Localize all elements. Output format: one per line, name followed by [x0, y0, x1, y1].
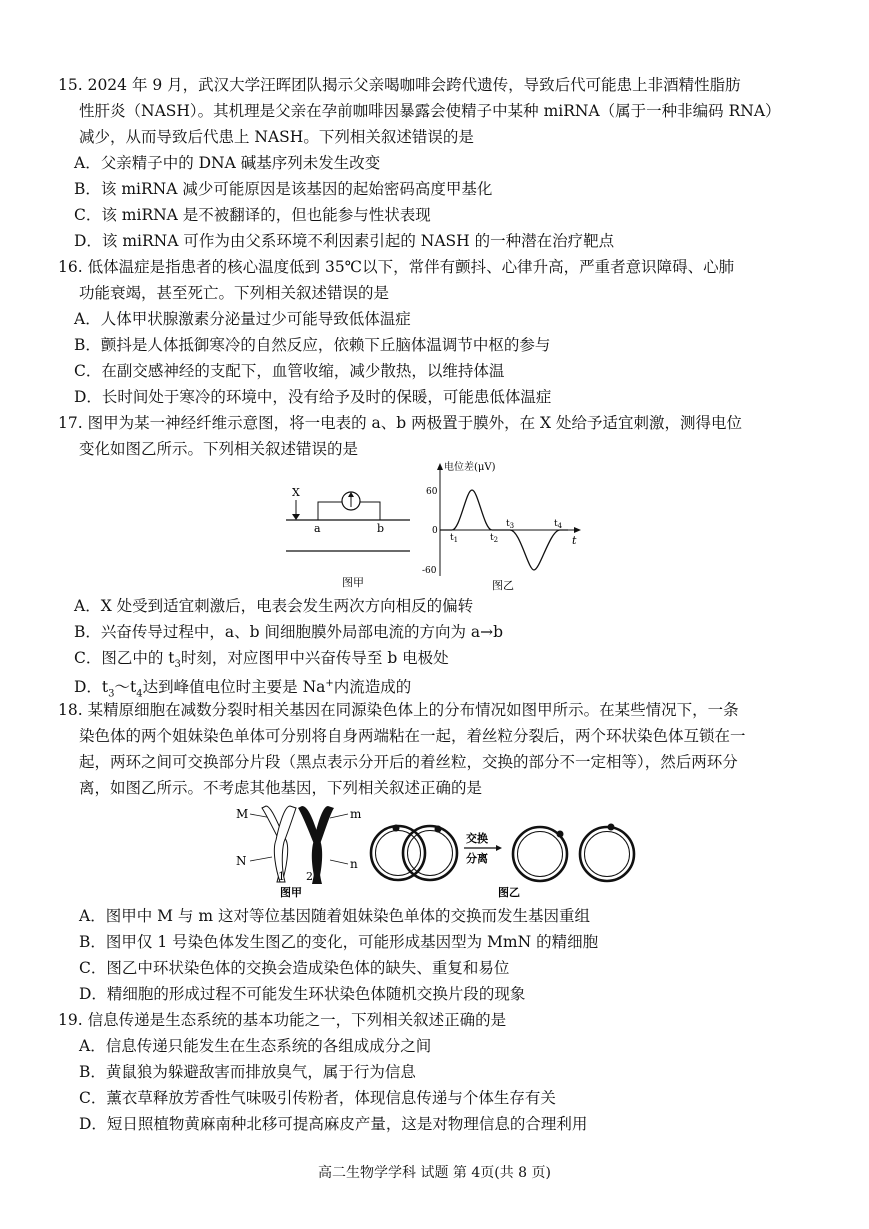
q16-option-d: D．长时间处于寒冷的环境中，没有给予及时的保暖，可能患低体温症 — [74, 388, 552, 406]
gene-m-label: m — [350, 807, 362, 821]
process-arrowhead — [496, 845, 502, 851]
arrow-label-exchange: 交换 — [466, 832, 488, 845]
q19-option-b: B．黄鼠狼为躲避敌害而排放臭气，属于行为信息 — [79, 1063, 416, 1081]
electrode-b-label: b — [377, 522, 385, 535]
figure-a-caption: 图甲 — [280, 886, 302, 899]
q17-option-b: B．兴奋传导过程中，a、b 间细胞膜外局部电流的方向为 a→b — [74, 623, 504, 641]
gene-N-label: N — [236, 854, 247, 868]
chromosome-1-label: 1 — [278, 870, 285, 883]
q17-option-a: A．X 处受到适宜刺激后，电表会发生两次方向相反的偏转 — [74, 597, 474, 615]
x-axis-arrowhead — [574, 527, 581, 533]
figure-b-caption: 图乙 — [498, 886, 520, 899]
y-tick-60: 60 — [426, 487, 438, 497]
q15-stem-line2: 性肝炎（NASH）。其机理是父亲在孕前咖啡因暴露会使精子中某种 miRNA（属于一种非编码 RNA） — [79, 102, 781, 120]
q17-stem-line2: 变化如图乙所示。下列相关叙述错误的是 — [79, 440, 359, 458]
q16-stem-line1: 16. 低体温症是指患者的核心温度低到 35℃以下，常伴有颤抖、心律升高，严重者意识障碍、心肺 — [58, 258, 735, 276]
q15-option-a: A．父亲精子中的 DNA 碱基序列未发生改变 — [74, 154, 381, 172]
q17-option-d: D．$t_3\sim t_4$达到峰值电位时主要是 Na+内流造成的 — [74, 678, 412, 700]
q16-option-a: A．人体甲状腺激素分泌量过少可能导致低体温症 — [74, 310, 411, 328]
q18-stem-line4: 离，如图乙所示。不考虑其他基因，下列相关叙述正确的是 — [79, 779, 483, 797]
q17-figure-b-chart — [418, 458, 588, 592]
page-footer: 高二生物学学科 试题 第 4页(共 8 页) — [318, 1165, 551, 1181]
q15-stem-line3: 减少，从而导致后代患上 NASH。下列相关叙述错误的是 — [79, 128, 474, 146]
centromere-dot — [435, 826, 442, 833]
q15-stem-line1: 15. 2024 年 9 月，武汉大学汪晖团队揭示父亲喝咖啡会跨代遗传，导致后代可能患上非酒精性脂肪 — [58, 76, 741, 94]
electrode-b-wire — [360, 502, 380, 520]
q15-option-c: C．该 miRNA 是不被翻译的，但也能参与性状表现 — [74, 206, 431, 224]
q18-stem-line3: 起，两环之间可交换部分片段（黑点表示分开后的着丝粒，交换的部分不一定相等），然后两环分 — [79, 753, 738, 771]
q18-stem-line2: 染色体的两个姐妹染色单体可分别将自身两端粘在一起，着丝粒分裂后，两个环状染色体互锁在一 — [79, 727, 746, 745]
figure-a-caption: 图甲 — [342, 576, 364, 589]
interlocked-rings — [371, 825, 457, 881]
t1-label: $t_1$ — [450, 533, 459, 544]
stimulus-arrowhead — [292, 514, 300, 520]
stimulus-x-label: X — [292, 486, 300, 499]
q17-stem-line1: 17. 图甲为某一神经纤维示意图，将一电表的 a、b 两极置于膜外，在 X 处给予适宜刺激，测得电位 — [58, 414, 742, 432]
centromere-dot — [393, 825, 400, 832]
q15-option-b: B．该 miRNA 减少可能原因是该基因的起始密码高度甲基化 — [74, 180, 493, 198]
electrode-a-label: a — [314, 522, 321, 535]
q15-option-d: D．该 miRNA 可作为由父系环境不利因素引起的 NASH 的一种潜在治疗靶点 — [74, 232, 615, 250]
x-axis-label: t — [572, 534, 577, 547]
gene-m-pointer — [330, 814, 348, 818]
t4-label: $t_4$ — [554, 519, 563, 530]
t3-label: $t_3$ — [506, 519, 515, 530]
figure-b-caption: 图乙 — [492, 579, 514, 592]
q16-stem-line2: 功能衰竭，甚至死亡。下列相关叙述错误的是 — [79, 284, 390, 302]
y-tick-neg60: -60 — [422, 566, 437, 576]
q19-option-a: A．信息传递只能发生在生态系统的各组成成分之间 — [79, 1037, 432, 1055]
y-axis-label: 电位差(μV) — [444, 462, 496, 473]
y-tick-0: 0 — [432, 526, 438, 536]
q19-option-d: D．短日照植物黄麻南种北移可提高麻皮产量，这是对物理信息的合理利用 — [79, 1115, 588, 1133]
t2-label: $t_2$ — [490, 533, 499, 544]
gene-N-pointer — [250, 857, 272, 861]
q16-option-b: B．颤抖是人体抵御寒冷的自然反应，依赖下丘脑体温调节中枢的参与 — [74, 336, 551, 354]
q18-figures — [230, 800, 640, 904]
gene-n-label: n — [350, 857, 358, 871]
chromosome-2 — [298, 806, 334, 884]
q18-option-b: B．图甲仅 1 号染色体发生图乙的变化，可能形成基因型为 MmN 的精细胞 — [79, 933, 599, 951]
separated-ring-2 — [580, 824, 634, 882]
chromosome-2-label: 2 — [306, 870, 313, 883]
q16-option-c: C．在副交感神经的支配下，血管收缩，减少散热，以维持体温 — [74, 362, 505, 380]
electrode-a-wire — [318, 502, 342, 520]
separated-ring-1 — [513, 827, 567, 881]
q19-stem: 19. 信息传递是生态系统的基本功能之一，下列相关叙述正确的是 — [58, 1011, 507, 1029]
q17-figure-a — [282, 480, 422, 590]
gene-n-pointer — [330, 860, 348, 864]
gene-M-label: M — [236, 807, 249, 821]
y-axis-arrowhead — [437, 463, 443, 470]
q17-option-c: C．图乙中的 $t_3$时刻，对应图甲中兴奋传导至 b 电极处 — [74, 649, 449, 671]
q18-option-d: D．精细胞的形成过程不可能发生环状染色体随机交换片段的现象 — [79, 985, 526, 1003]
q18-option-a: A．图甲中 M 与 m 这对等位基因随着姐妹染色单体的交换而发生基因重组 — [79, 907, 590, 925]
arrow-label-separate: 分离 — [466, 852, 488, 865]
q18-stem-line1: 18. 某精原细胞在减数分裂时相关基因在同源染色体上的分布情况如图甲所示。在某些情况下，一条 — [58, 701, 739, 719]
q19-option-c: C．薰衣草释放芳香性气味吸引传粉者，体现信息传递与个体生存有关 — [79, 1089, 556, 1107]
q18-option-c: C．图乙中环状染色体的交换会造成染色体的缺失、重复和易位 — [79, 959, 510, 977]
